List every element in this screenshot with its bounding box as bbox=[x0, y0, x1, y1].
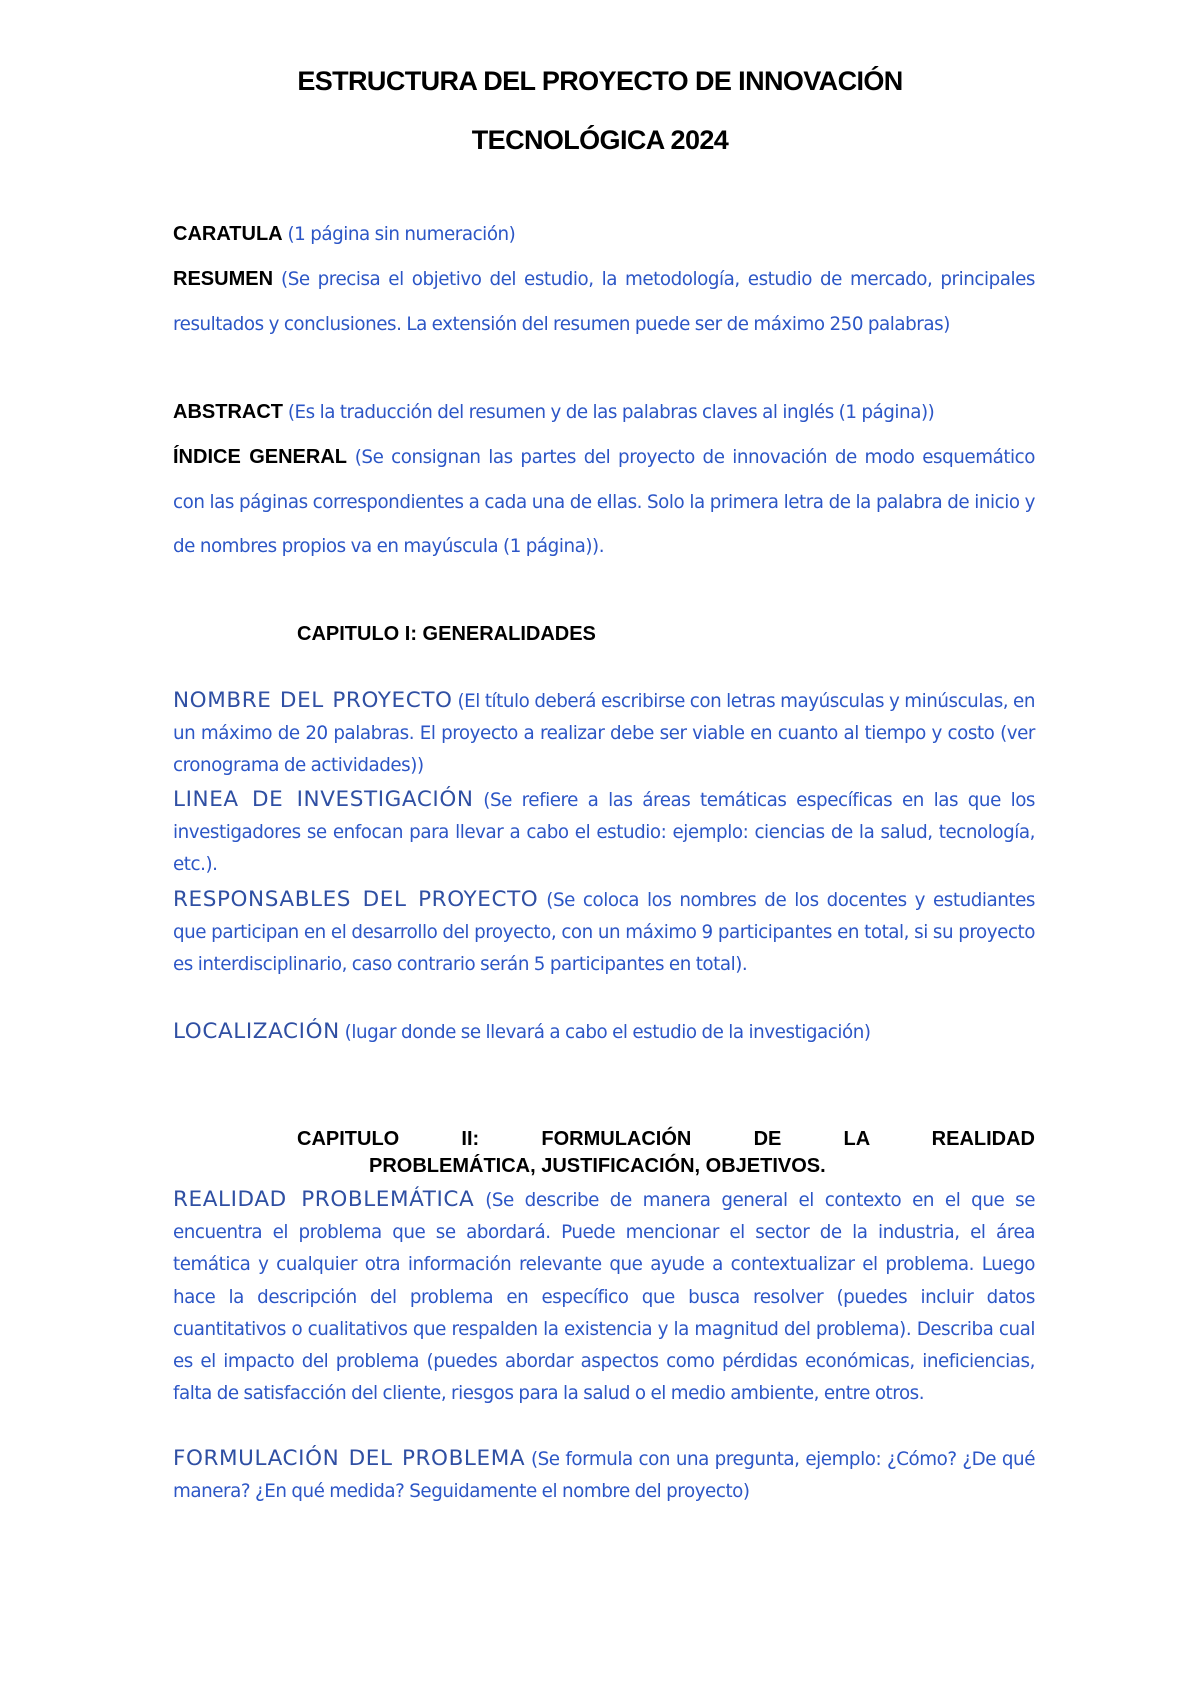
chapter-2-title-line-2: PROBLEMÁTICA, JUSTIFICACIÓN, OBJETIVOS. bbox=[369, 1155, 826, 1177]
item-description: (Se describe de manera general el contexto en el que se encuentra el problema que se abordará. Puede mencionar el sector de la industria, el área temática y cualquier otra información relevante que ayude a contextualizar el problema. Luego hace la descripción del problema en específico que busca resolver (puedes incluir datos cuantitativos o cualitativos que respalden la existencia y la magnitud del problema). Describa cual es el impacto del problema (puedes abordar aspectos como pérdidas económicas, ineficiencias, falta de satisfacción del cliente, riesgos para la salud o el medio ambiente, entre otros. bbox=[173, 1190, 1035, 1405]
section-heading: RESUMEN bbox=[173, 268, 274, 290]
item-heading: RESPONSABLES DEL PROYECTO bbox=[173, 887, 539, 912]
section-heading: ABSTRACT bbox=[173, 401, 283, 423]
item-heading: FORMULACIÓN DEL PROBLEMA bbox=[173, 1446, 526, 1471]
item-description: (Se refiere a las áreas temáticas específicas en las que los investigadores se enfocan para llevar a cabo el estudio: ejemplo: ciencias de la salud, tecnología, etc.). bbox=[173, 790, 1036, 876]
document-title-line-2: TECNOLÓGICA 2024 bbox=[471, 125, 729, 155]
item-heading: REALIDAD PROBLEMÁTICA bbox=[173, 1187, 475, 1212]
item-description: (lugar donde se llevará a cabo el estudio de la investigación) bbox=[339, 1022, 871, 1043]
section-description: (1 página sin numeración) bbox=[282, 224, 516, 245]
section-description: (Es la traducción del resumen y de las palabras claves al inglés (1 página)) bbox=[283, 402, 935, 423]
chapter-1-title: CAPITULO I: GENERALIDADES bbox=[297, 623, 596, 645]
section-abstract bbox=[173, 390, 1035, 436]
item-heading: LINEA DE INVESTIGACIÓN bbox=[173, 787, 474, 812]
item-description: (Se formula con una pregunta, ejemplo: ¿Cómo? ¿De qué manera? ¿En qué medida? Seguidamente el nombre del proyecto) bbox=[173, 1449, 1035, 1503]
item-heading: LOCALIZACIÓN bbox=[173, 1019, 340, 1044]
item-linea-investigacion bbox=[173, 784, 1035, 882]
item-nombre-proyecto bbox=[173, 685, 1035, 783]
item-formulacion-problema bbox=[173, 1443, 1035, 1508]
item-realidad-problematica bbox=[173, 1184, 1035, 1410]
section-indice-general bbox=[173, 435, 1035, 570]
chapter-2-title-line-1: CAPITULO II: FORMULACIÓN DE LA REALIDAD bbox=[297, 1128, 1035, 1150]
section-heading: CARATULA bbox=[173, 223, 283, 245]
document-title-line-1: ESTRUCTURA DEL PROYECTO DE INNOVACIÓN bbox=[297, 66, 903, 96]
section-description: (Se precisa el objetivo del estudio, la metodología, estudio de mercado, principales resultados y conclusiones. La extensión del resumen puede ser de máximo 250 palabras) bbox=[173, 269, 1035, 335]
section-caratula bbox=[173, 212, 1035, 258]
section-resumen bbox=[173, 257, 1035, 347]
item-responsables bbox=[173, 884, 1035, 982]
item-description: (Se coloca los nombres de los docentes y estudiantes que participan en el desarrollo del proyecto, con un máximo 9 participantes en total, si su proyecto es interdisciplinario, caso contrario serán 5 participantes en total). bbox=[173, 890, 1035, 976]
item-heading: NOMBRE DEL PROYECTO bbox=[173, 688, 453, 713]
item-description: (El título deberá escribirse con letras mayúsculas y minúsculas, en un máximo de 20 palabras. El proyecto a realizar debe ser viable en cuanto al tiempo y costo (ver cronograma de actividades)) bbox=[173, 691, 1035, 777]
item-localizacion bbox=[173, 1016, 1035, 1049]
chapter-2-title bbox=[297, 1126, 1035, 1180]
section-heading: ÍNDICE GENERAL bbox=[173, 446, 348, 468]
section-description: (Se consignan las partes del proyecto de innovación de modo esquemático con las páginas correspondientes a cada una de ellas. Solo la primera letra de la palabra de inicio y de nombres propios va en mayúscula (1 página)). bbox=[173, 447, 1036, 557]
